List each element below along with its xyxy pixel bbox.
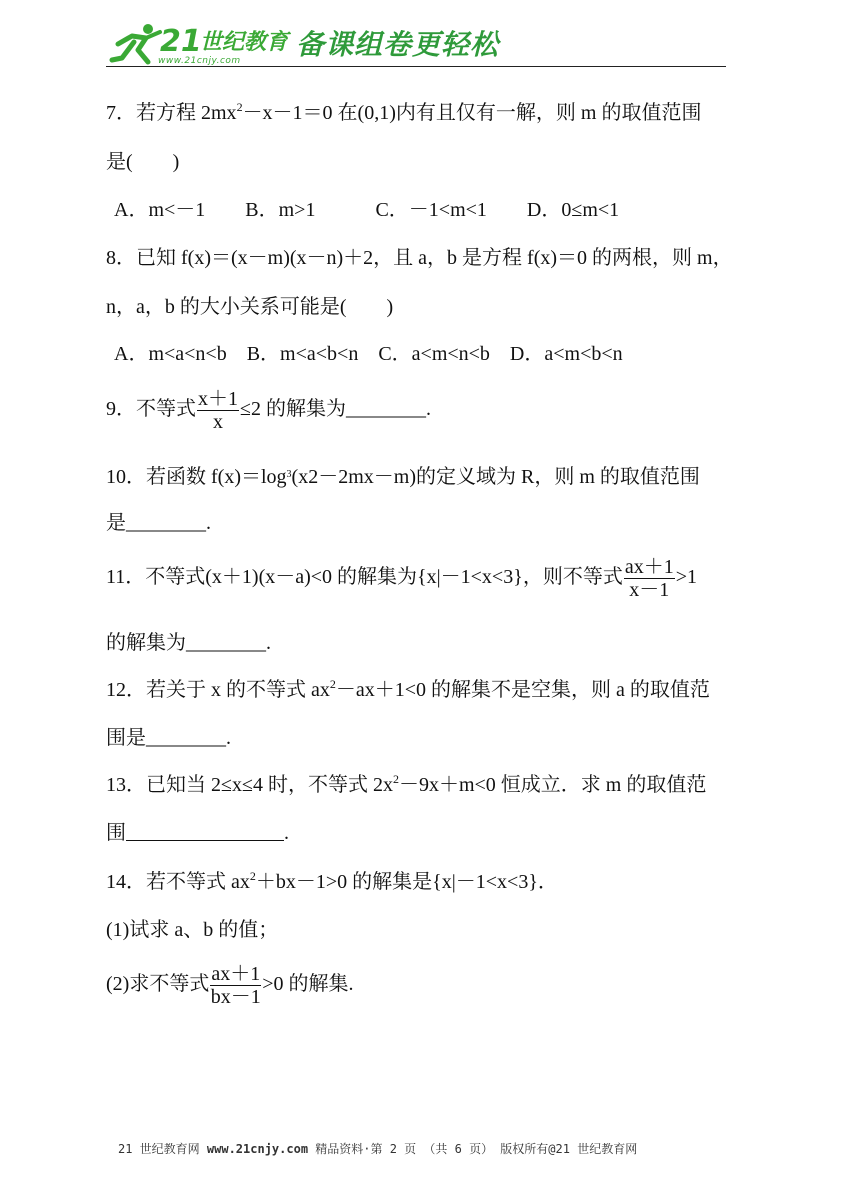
footer-url[interactable]: www.21cnjy.com — [206, 1142, 309, 1156]
q14-superscript: 2 — [249, 869, 256, 883]
header-slogan: 备课组卷更轻松 — [296, 28, 500, 61]
q14-frac-numerator: ax＋1 — [211, 963, 261, 985]
header-rule — [106, 66, 726, 67]
q8-options: A．m<a<n<b B．m<a<b<n C．a<m<n<b D．a<m<b<n — [114, 343, 623, 365]
q13-period: . — [284, 822, 289, 844]
q11-text-b: >1 — [675, 566, 697, 589]
q9-frac-numerator: x＋1 — [198, 388, 238, 410]
q12-text-b: －ax＋1<0 的解集不是空集，则 a 的取值范 — [335, 679, 710, 701]
footer-right: 精品资料·第 2 页 （共 6 页） 版权所有@21 世纪教育网 — [308, 1142, 638, 1156]
q8-line1: 8．已知 f(x)＝(x－m)(x－n)＋2，且 a，b 是方程 f(x)＝0 的两根，则 m， — [106, 247, 733, 269]
q11-fraction — [624, 556, 675, 601]
page-footer — [118, 1140, 637, 1157]
q9-suffix: ≤2 的解集为________. — [240, 398, 431, 421]
logo-url: www.21cnjy.com — [158, 56, 241, 66]
q14-part2-suffix: >0 的解集. — [262, 973, 354, 996]
q10-line2: 是________. — [106, 512, 211, 534]
q11-frac-numerator: ax＋1 — [624, 556, 674, 578]
q12-line1 — [106, 678, 710, 702]
logo-number: 21 — [160, 24, 202, 59]
q9-frac-denominator: x — [213, 411, 223, 433]
q7-superscript: 2 — [236, 100, 243, 114]
q7-options: A．m<－1 B．m>1 C．－1<m<1 D．0≤m<1 — [114, 199, 620, 221]
q13-superscript: 2 — [392, 772, 399, 786]
q13-text-a2: 围 — [106, 822, 126, 844]
q10-line1 — [106, 463, 700, 489]
q11-line1 — [106, 556, 697, 601]
q13-answer-blank — [126, 822, 284, 841]
q14-fraction — [210, 963, 261, 1008]
q9-prefix: 9．不等式 — [106, 398, 196, 421]
logo-brand: 世纪教育 — [200, 30, 289, 55]
q10-text-a: 10．若函数 f(x)＝log — [106, 466, 287, 488]
q13-text-a: 13．已知当 2≤x≤4 时，不等式 2x — [106, 774, 393, 796]
q7-text-a: 7．若方程 2mx — [106, 102, 237, 124]
q14-part2 — [106, 963, 354, 1008]
q12-superscript: 2 — [329, 677, 336, 691]
footer-left: 21 世纪教育网 — [118, 1142, 207, 1156]
q14-part2-prefix: (2)求不等式 — [106, 973, 210, 996]
q12-line2: 围是________. — [106, 727, 231, 749]
q11-text-a: 11．不等式(x＋1)(x－a)<0 的解集为{x|－1<x<3}，则不等式 — [106, 566, 623, 589]
q11-frac-denominator: x－1 — [629, 579, 670, 601]
q13-text-b: －9x＋m<0 恒成立．求 m 的取值范 — [398, 774, 707, 796]
q14-part1: (1)试求 a、b 的值； — [106, 919, 279, 941]
q9-fraction — [197, 388, 239, 433]
q10-log-base: 3 — [286, 469, 292, 480]
q9-line — [106, 388, 431, 433]
q10-text-b: (x2－2mx－m)的定义域为 R，则 m 的取值范围 — [291, 466, 700, 488]
q7-text-b: －x－1＝0 在(0,1)内有且仅有一解，则 m 的取值范围 — [242, 102, 702, 124]
q13-line1 — [106, 773, 706, 797]
q14-frac-denominator: bx－1 — [210, 986, 261, 1008]
q14-text-b: ＋bx－1>0 的解集是{x|－1<x<3}． — [255, 871, 558, 893]
q11-line2: 的解集为________. — [106, 632, 271, 654]
q13-line2 — [106, 821, 289, 845]
q12-text-a: 12．若关于 x 的不等式 ax — [106, 679, 330, 701]
q14-text-a: 14．若不等式 ax — [106, 871, 250, 893]
q14-line1 — [106, 870, 558, 894]
q7-line2: 是( ) — [106, 151, 180, 173]
q7-line1 — [106, 101, 701, 125]
q8-line2: n，a，b 的大小关系可能是( ) — [106, 296, 394, 318]
